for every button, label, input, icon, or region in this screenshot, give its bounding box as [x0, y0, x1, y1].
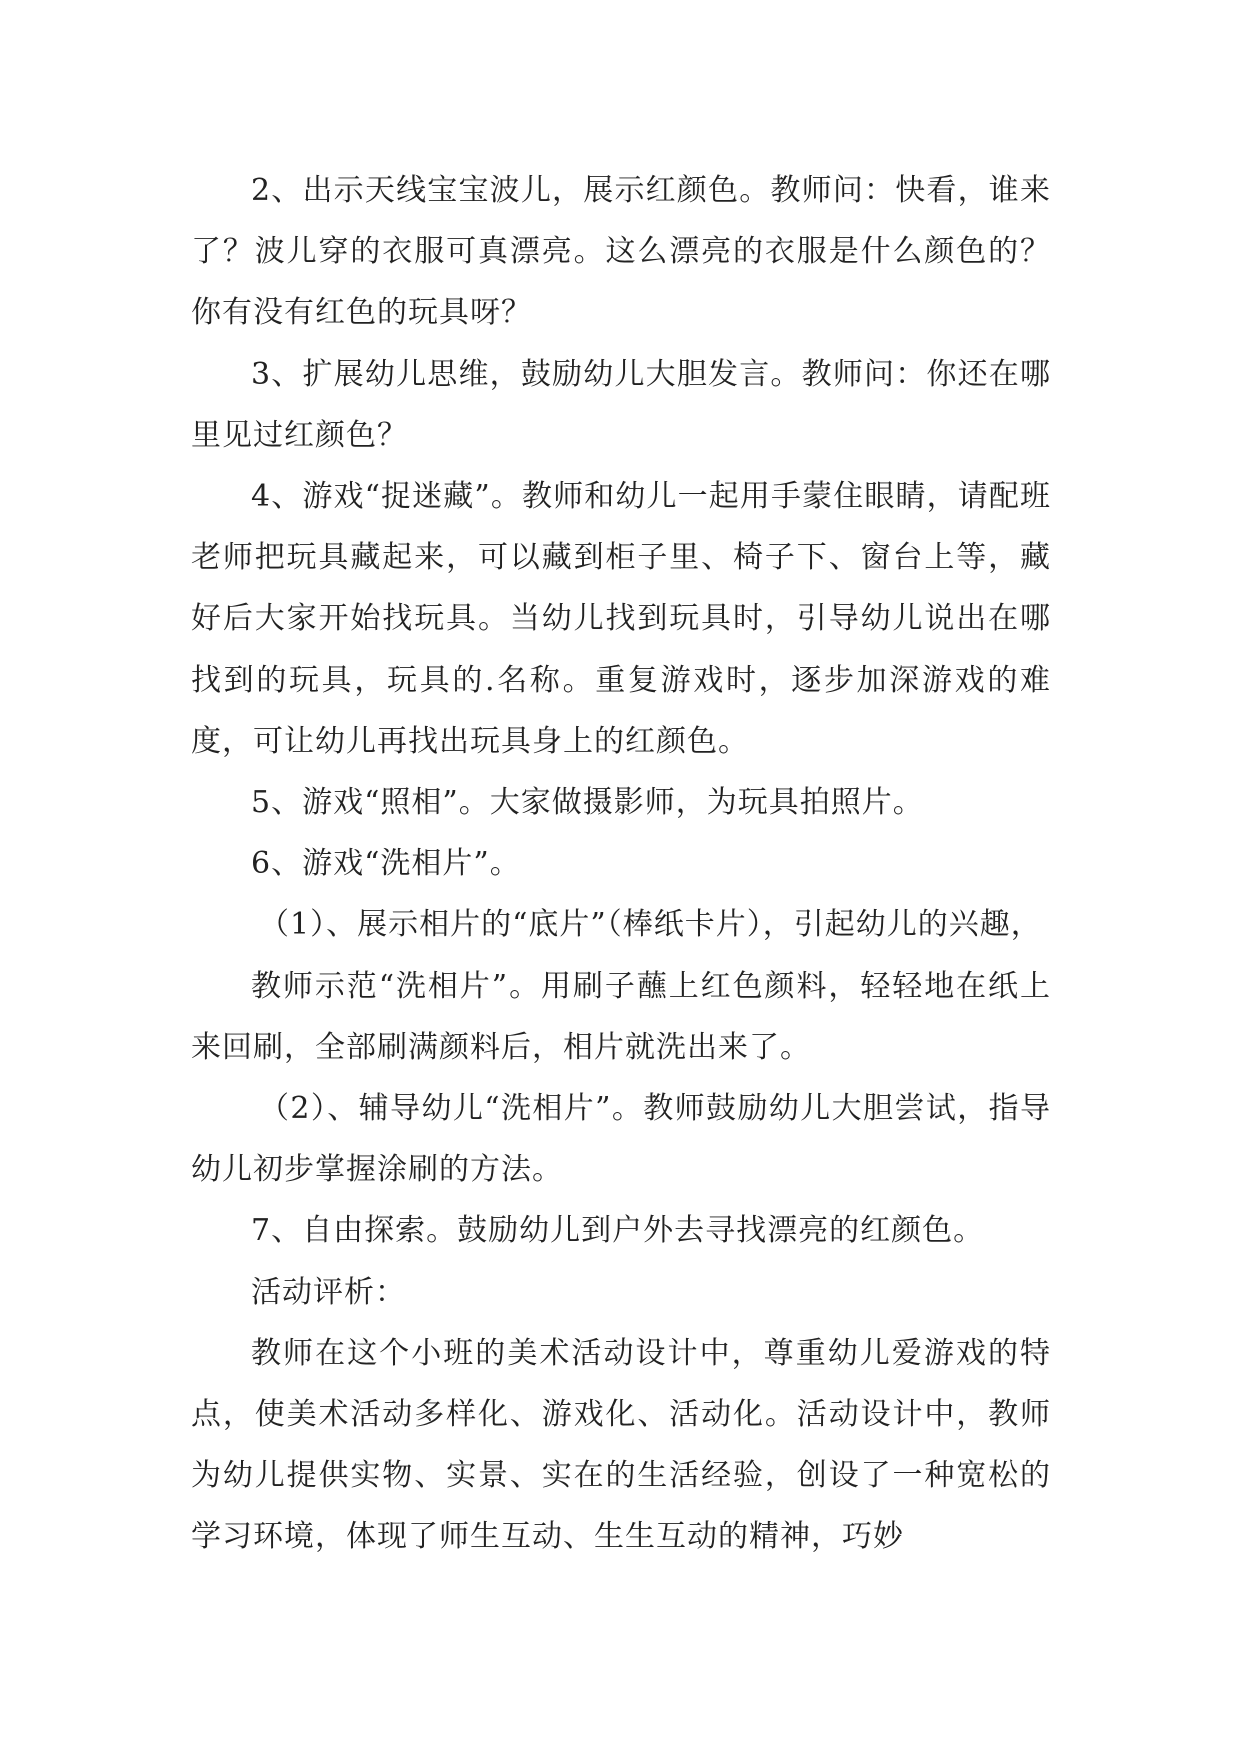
- paragraph-step-6-1: （1）、展示相片的“底片”（棒纸卡片），引起幼儿的兴趣，: [259, 907, 1042, 943]
- paragraph-step-7: 7、自由探索。鼓励幼儿到户外去寻找漂亮的红颜色。: [251, 1213, 985, 1249]
- paragraph-step-2: 2、出示天线宝宝波儿，展示红颜色。教师问：快看，谁来了？波儿穿的衣服可真漂亮。这么漂亮的衣服是什么颜色的？你有没有红色的玩具呀？: [191, 173, 1051, 331]
- paragraph-teacher-demo: 教师示范“洗相片”。用刷子蘸上红色颜料，轻轻地在纸上来回刷，全部刷满颜料后，相片就洗出来了。: [191, 968, 1051, 1065]
- paragraph-step-6-2: （2）、辅导幼儿“洗相片”。教师鼓励幼儿大胆尝试，指导幼儿初步掌握涂刷的方法。: [191, 1091, 1051, 1188]
- paragraph-analysis: 教师在这个小班的美术活动设计中，尊重幼儿爱游戏的特点，使美术活动多样化、游戏化、活动化。活动设计中，教师为幼儿提供实物、实景、实在的生活经验，创设了一种宽松的学习环境，体现了师生互动、生生互动的精神，巧妙: [191, 1335, 1051, 1555]
- paragraph-step-5: 5、游戏“照相”。大家做摄影师，为玩具拍照片。: [251, 785, 924, 821]
- paragraph-step-4: 4、游戏“捉迷藏”。教师和幼儿一起用手蒙住眼睛，请配班老师把玩具藏起来，可以藏到柜子里、椅子下、窗台上等，藏好后大家开始找玩具。当幼儿找到玩具时，引导幼儿说出在哪找到的玩具，玩具的.名称。重复游戏时，逐步加深游戏的难度，可让幼儿再找出玩具身上的红颜色。: [191, 479, 1051, 759]
- document-body: [191, 160, 1051, 1568]
- paragraph-step-3: 3、扩展幼儿思维，鼓励幼儿大胆发言。教师问：你还在哪里见过红颜色？: [191, 356, 1051, 453]
- section-heading-activity-analysis: 活动评析：: [251, 1274, 406, 1310]
- paragraph-step-6: 6、游戏“洗相片”。: [251, 846, 521, 882]
